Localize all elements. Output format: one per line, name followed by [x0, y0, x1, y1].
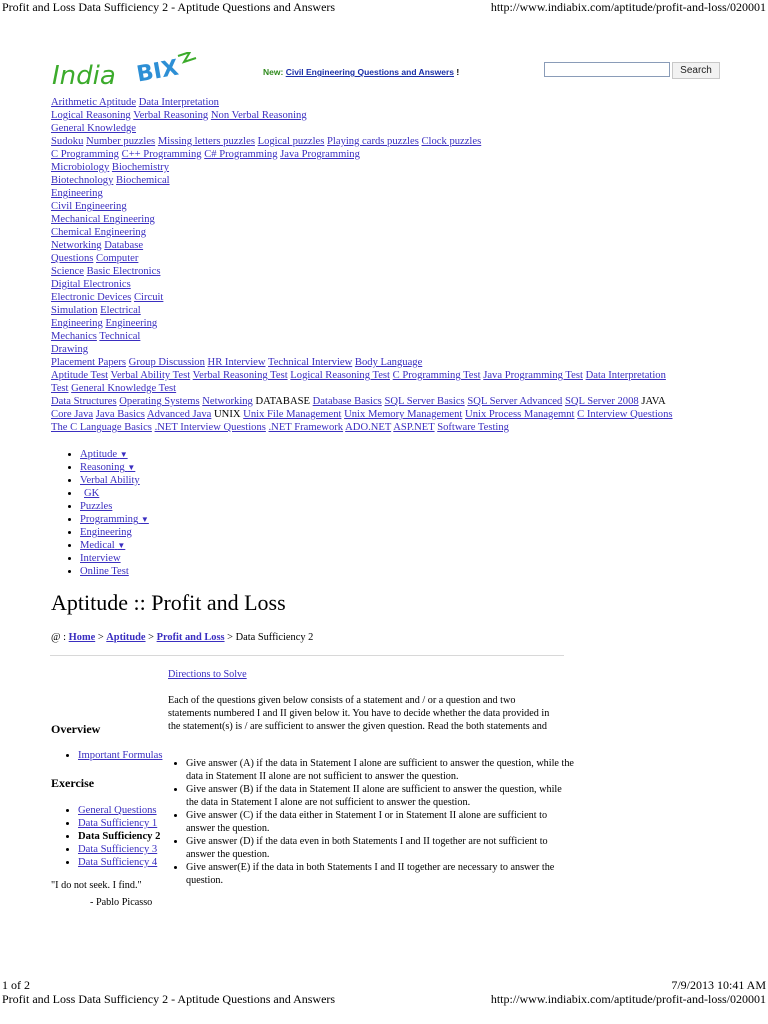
category-link[interactable]: Simulation [51, 305, 98, 316]
category-link[interactable]: Java Basics [95, 409, 145, 420]
search-input[interactable] [544, 62, 670, 77]
exercise-item [78, 843, 160, 856]
category-link-row [51, 343, 711, 356]
print-footer-title: Profit and Loss Data Sufficiency 2 - Aptitude Questions and Answers [2, 992, 336, 1006]
divider [50, 655, 564, 656]
answer-options-list [168, 757, 576, 887]
category-link-row [51, 187, 711, 200]
category-link[interactable]: Data Interpretation [138, 97, 219, 108]
category-link[interactable]: Verbal Reasoning [133, 110, 209, 121]
category-link-row [51, 317, 711, 330]
category-link-row [51, 265, 711, 278]
category-link-row [51, 148, 711, 161]
exercise-current: Data Sufficiency 2 [78, 831, 161, 842]
category-link[interactable]: Database Basics [312, 396, 382, 407]
exercise-list [52, 804, 160, 869]
nav-link-engineering[interactable] [80, 527, 132, 538]
category-link[interactable]: C Programming [51, 149, 119, 160]
category-link[interactable]: Data Structures [51, 396, 117, 407]
indiabix-logo[interactable] [50, 52, 202, 94]
category-link[interactable]: Drawing [51, 344, 89, 355]
print-footer-page: 1 of 2 [2, 978, 30, 992]
nav-link-label: Programming [80, 514, 139, 525]
category-link[interactable]: Electronic Devices [51, 292, 132, 303]
category-link[interactable]: Arithmetic Aptitude [51, 97, 137, 108]
nav-link-label: Online Test [80, 566, 129, 577]
nav-link-online-test[interactable] [80, 566, 129, 577]
nav-link-interview[interactable] [80, 553, 121, 564]
breadcrumb-current: Data Sufficiency 2 [235, 632, 314, 643]
dropdown-caret-icon: ▼ [119, 450, 128, 459]
category-link[interactable]: Circuit [133, 292, 164, 303]
category-label: UNIX [214, 409, 241, 420]
dropdown-caret-icon: ▼ [117, 541, 126, 550]
category-link[interactable]: Unix Process Managemnt [465, 409, 575, 420]
category-link-row [51, 174, 711, 187]
announcement-link[interactable]: Civil Engineering Questions and Answers [285, 67, 454, 77]
category-link[interactable]: Data Interpretation [585, 370, 666, 381]
dropdown-caret-icon: ▼ [127, 463, 136, 472]
exercise-item [78, 804, 160, 817]
category-link[interactable]: HR Interview [207, 357, 266, 368]
category-link[interactable]: Chemical Engineering [51, 227, 147, 238]
breadcrumb: @ : Home > Aptitude > Profit and Loss > Data Sufficiency 2 [51, 632, 314, 643]
category-link[interactable]: Playing cards puzzles [327, 136, 419, 147]
category-link[interactable]: SQL Server 2008 [564, 396, 639, 407]
category-link[interactable]: ADO.NET [345, 422, 392, 433]
category-link-row [51, 369, 711, 382]
exercise-link[interactable]: Data Sufficiency 4 [78, 857, 158, 868]
page-title: Aptitude :: Profit and Loss [51, 590, 286, 615]
category-link[interactable]: Java Programming Test [483, 370, 583, 381]
nav-link-label: GK [84, 488, 100, 499]
category-link-row [51, 356, 711, 369]
nav-link-label: Interview [80, 553, 121, 564]
answer-option: • Give answer (B) if the data in Statement II alone are sufficient to answer the question, while the data in Statement I alone are not sufficient to answer the question. [186, 783, 576, 809]
exercise-item [78, 817, 160, 830]
category-link[interactable]: Body Language [354, 357, 423, 368]
logo-swoosh-icon [178, 52, 196, 62]
quote-author: - Pablo Picasso [90, 897, 153, 908]
category-link[interactable]: The C Language Basics [51, 422, 152, 433]
category-link-row [51, 395, 711, 408]
nav-link-gk[interactable] [80, 488, 103, 499]
breadcrumb-topic-link[interactable]: Profit and Loss [156, 632, 225, 643]
category-link[interactable]: Microbiology [51, 162, 110, 173]
category-link-row [51, 135, 711, 148]
category-link[interactable]: Logical Reasoning Test [290, 370, 390, 381]
nav-link-verbal-ability[interactable] [80, 475, 140, 486]
category-link[interactable]: Java Programming [280, 149, 360, 160]
nav-link-reasoning[interactable] [80, 462, 135, 473]
nav-link-label: Verbal Ability [80, 475, 140, 486]
category-link[interactable]: Networking [202, 396, 253, 407]
nav-item [80, 526, 149, 539]
nav-link-label: Engineering [80, 527, 132, 538]
category-link[interactable]: Engineering [51, 188, 103, 199]
category-link-row [51, 161, 711, 174]
category-link[interactable]: Mechanical Engineering [51, 214, 155, 225]
category-link-row [51, 252, 711, 265]
category-links [51, 96, 711, 434]
category-link[interactable]: SQL Server Advanced [467, 396, 563, 407]
nav-link-programming[interactable] [80, 514, 149, 525]
category-link[interactable]: C# Programming [204, 149, 278, 160]
category-link[interactable]: Non Verbal Reasoning [210, 110, 307, 121]
category-label: JAVA [641, 396, 666, 407]
category-link[interactable]: Number puzzles [86, 136, 156, 147]
category-link-row [51, 421, 711, 434]
category-link[interactable]: Engineering [51, 318, 103, 329]
nav-link-label: Reasoning [80, 462, 125, 473]
nav-item [80, 565, 149, 578]
nav-item [80, 513, 149, 526]
search-button[interactable]: Search [672, 62, 720, 79]
category-link[interactable]: Advanced Java [146, 409, 212, 420]
nav-link-label: Aptitude [80, 449, 118, 460]
category-link[interactable]: Technical Interview [267, 357, 353, 368]
category-label: DATABASE [255, 396, 310, 407]
category-link[interactable]: Digital Electronics [51, 279, 131, 290]
nav-item [80, 448, 149, 461]
nav-link-medical[interactable] [80, 540, 125, 551]
category-link[interactable]: Test [51, 383, 69, 394]
instructions-text: Each of the questions given below consists of a statement and / or a question and two statements numbered I and II given below it. You have to decide whether the data provided in the statement(s) is / are sufficient to answer the given question. Read the both statements and [168, 695, 550, 732]
category-link-row [51, 109, 711, 122]
category-link-row [51, 408, 711, 421]
logo-text-india: India [52, 61, 116, 91]
category-link[interactable]: Biochemical [116, 175, 170, 186]
announcement-suffix: ! [456, 67, 460, 77]
category-link[interactable]: Sudoku [51, 136, 84, 147]
exercise-item [78, 830, 160, 843]
category-link[interactable]: Computer [96, 253, 139, 264]
category-link[interactable]: Electrical [100, 305, 141, 316]
exercise-item [78, 856, 160, 869]
category-link-row [51, 239, 711, 252]
category-link[interactable]: Aptitude Test [51, 370, 109, 381]
category-link[interactable]: ASP.NET [393, 422, 435, 433]
overview-heading: Overview [51, 722, 101, 736]
print-footer-url: http://www.indiabix.com/aptitude/profit-and-loss/020001 [490, 992, 766, 1006]
category-link[interactable]: Logical Reasoning [51, 110, 131, 121]
category-link[interactable]: Unix File Management [243, 409, 342, 420]
category-link[interactable]: Clock puzzles [421, 136, 482, 147]
answer-option: • Give answer (D) if the data even in both Statements I and II together are not sufficient to answer the question. [186, 835, 576, 861]
answer-option: • Give answer(E) if the data in both Statements I and II together are necessary to answer the question. [186, 861, 576, 887]
category-link[interactable]: Software Testing [437, 422, 509, 433]
main-nav-menu [52, 448, 149, 578]
important-formulas-link[interactable]: Important Formulas [78, 750, 163, 761]
category-link[interactable]: Database [104, 240, 144, 251]
category-link-row [51, 291, 711, 304]
category-link[interactable]: Civil Engineering [51, 201, 127, 212]
quote: "I do not seek. I find." [51, 880, 142, 891]
category-link[interactable]: Engineering [105, 318, 158, 329]
exercise-link[interactable]: General Questions [78, 805, 157, 816]
category-link-row [51, 226, 711, 239]
announcement-label: New: [263, 67, 284, 77]
category-link[interactable]: General Knowledge Test [71, 383, 177, 394]
nav-link-puzzles[interactable] [80, 501, 112, 512]
nav-link-aptitude[interactable] [80, 449, 128, 460]
category-link[interactable]: Networking [51, 240, 102, 251]
nav-link-label: Medical [80, 540, 115, 551]
category-link-row [51, 330, 711, 343]
announcement [263, 67, 459, 77]
category-link-row [51, 382, 711, 395]
category-link[interactable]: SQL Server Basics [384, 396, 465, 407]
category-link[interactable]: Placement Papers [51, 357, 127, 368]
nav-link-label: Puzzles [80, 501, 113, 512]
category-link[interactable]: Verbal Reasoning Test [192, 370, 288, 381]
category-link[interactable]: Mechanics [51, 331, 97, 342]
category-link[interactable]: Science [51, 266, 84, 277]
answer-option: • Give answer (A) if the data in Statement I alone are sufficient to answer the question, while the data in Statement II alone are not sufficient to answer the question. [186, 757, 576, 783]
exercise-heading: Exercise [51, 776, 95, 790]
category-link[interactable]: Technical [99, 331, 141, 342]
dropdown-caret-icon: ▼ [140, 515, 149, 524]
breadcrumb-home-link[interactable]: Home [68, 632, 96, 643]
nav-item [80, 461, 149, 474]
category-link[interactable]: Biotechnology [51, 175, 114, 186]
category-link-row [51, 213, 711, 226]
category-link[interactable]: Missing letters puzzles [157, 136, 255, 147]
nav-item [80, 500, 149, 513]
category-link[interactable]: Verbal Ability Test [110, 370, 191, 381]
category-link[interactable]: Core Java [51, 409, 94, 420]
logo-text-bix: BIX [134, 55, 181, 88]
category-link[interactable]: Logical puzzles [257, 136, 325, 147]
category-link-row [51, 96, 711, 109]
category-link[interactable]: C Interview Questions [577, 409, 673, 420]
print-header-title: Profit and Loss Data Sufficiency 2 - Aptitude Questions and Answers [2, 0, 336, 14]
category-link[interactable]: Operating Systems [119, 396, 200, 407]
category-link[interactable]: .NET Interview Questions [154, 422, 266, 433]
category-link-row [51, 122, 711, 135]
nav-item [80, 539, 149, 552]
category-link[interactable]: Questions [51, 253, 94, 264]
overview-item [78, 749, 162, 762]
breadcrumb-section-link[interactable]: Aptitude [106, 632, 146, 643]
exercise-link[interactable]: Data Sufficiency 1 [78, 818, 158, 829]
category-link[interactable]: .NET Framework [268, 422, 344, 433]
category-link[interactable]: Group Discussion [128, 357, 205, 368]
category-link[interactable]: Unix Memory Management [344, 409, 463, 420]
nav-item [80, 474, 149, 487]
category-link-row [51, 278, 711, 291]
category-link[interactable]: C Programming Test [392, 370, 481, 381]
category-link-row [51, 304, 711, 317]
category-link-row [51, 200, 711, 213]
category-link[interactable]: General Knowledge [51, 123, 137, 134]
category-link[interactable]: Basic Electronics [86, 266, 161, 277]
nav-item [80, 552, 149, 565]
category-link[interactable]: Biochemistry [111, 162, 170, 173]
breadcrumb-prefix: @ : [51, 632, 67, 643]
category-link[interactable]: C++ Programming [121, 149, 202, 160]
print-header-url: http://www.indiabix.com/aptitude/profit-and-loss/020001 [490, 0, 766, 14]
overview-list [52, 749, 162, 762]
answer-option: • Give answer (C) if the data either in Statement I or in Statement II alone are sufficient to answer the question. [186, 809, 576, 835]
print-footer-datetime: 7/9/2013 10:41 AM [671, 978, 766, 992]
directions-link[interactable]: Directions to Solve [168, 669, 247, 680]
exercise-link[interactable]: Data Sufficiency 3 [78, 844, 158, 855]
nav-item [80, 487, 149, 500]
